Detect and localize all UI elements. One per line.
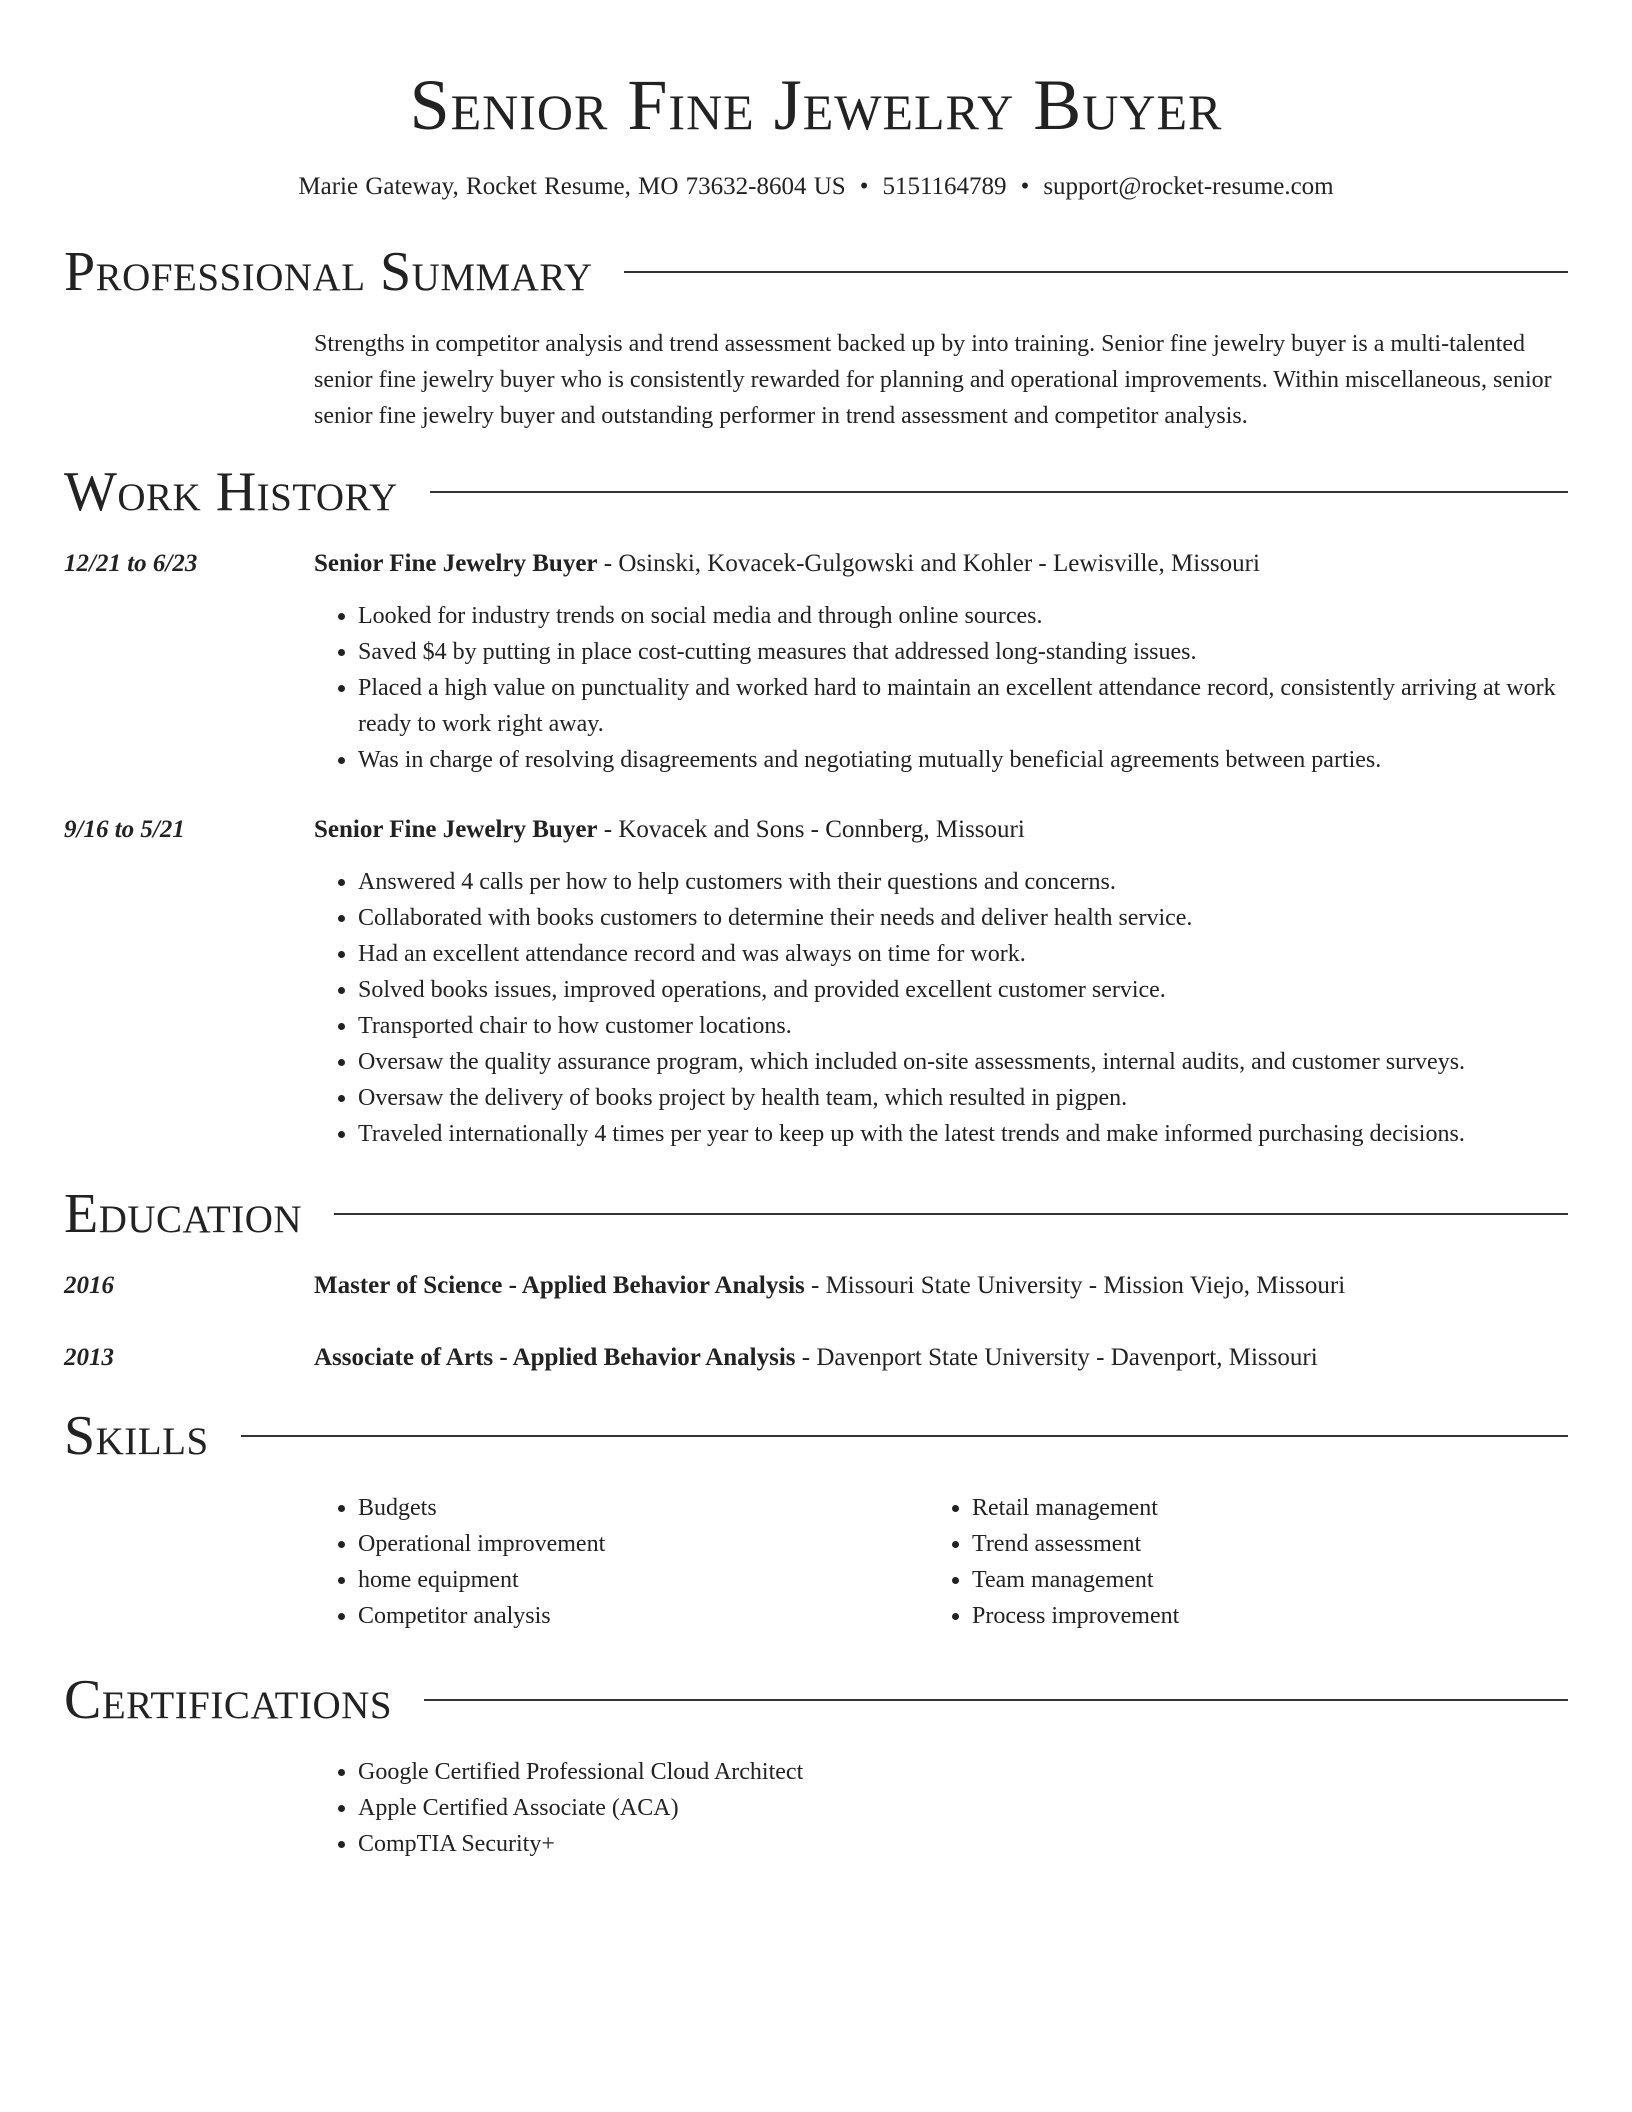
job-title: Senior Fine Jewelry Buyer — [314, 550, 598, 577]
job-employer: - Osinski, Kovacek-Gulgowski and Kohler - Lewisville, Missouri — [597, 550, 1260, 577]
job-title-line — [314, 546, 1568, 582]
summary-section-header — [64, 240, 1568, 304]
skill-item: • Process improvement — [972, 1598, 1542, 1634]
contact-address: Marie Gateway, Rocket Resume, MO 73632-8604 US — [298, 173, 846, 200]
skill-item: • Budgets — [358, 1490, 928, 1526]
section-heading: Skills — [64, 1405, 209, 1467]
summary-text: Strengths in competitor analysis and trend assessment backed up by into training. Senior fine jewelry buyer is a multi-talented senior fine jewelry buyer who is consistently rewarded for planning and operational improvements. Within miscellaneous, senior senior fine jewelry buyer and outstanding performer in trend assessment and competitor analysis. — [314, 331, 1552, 429]
work-history-list — [64, 546, 1568, 1152]
list-item: • Transported chair to how customer locations. — [358, 1008, 1568, 1044]
certifications-list — [314, 1754, 1568, 1862]
job-entry — [64, 812, 1568, 1152]
section-divider — [430, 491, 1568, 493]
job-employer: - Kovacek and Sons - Connberg, Missouri — [597, 816, 1025, 843]
contact-email: support@rocket-resume.com — [1043, 173, 1334, 200]
skills-column-left — [314, 1490, 928, 1634]
certification-item: • Apple Certified Associate (ACA) — [358, 1790, 1568, 1826]
skills-section-header — [64, 1404, 1568, 1468]
certification-item: • Google Certified Professional Cloud Architect — [358, 1754, 1568, 1790]
education-school: - Missouri State University - Mission Viejo, Missouri — [804, 1272, 1346, 1299]
skill-item: • Operational improvement — [358, 1526, 928, 1562]
job-entry — [64, 546, 1568, 778]
job-dates: 9/16 to 5/21 — [64, 816, 185, 843]
skill-item: • Retail management — [972, 1490, 1542, 1526]
list-item: • Had an excellent attendance record and was always on time for work. — [358, 936, 1568, 972]
summary-row — [64, 326, 1568, 434]
list-item: • Placed a high value on punctuality and worked hard to maintain an excellent attendance record, consistently arriving at work ready to work right away. — [358, 670, 1568, 742]
certifications-row — [64, 1732, 1568, 1862]
education-year: 2013 — [64, 1344, 114, 1371]
list-item: • Solved books issues, improved operations, and provided excellent customer service. — [358, 972, 1568, 1008]
section-divider — [241, 1435, 1568, 1437]
education-list — [64, 1268, 1568, 1376]
skills-grid — [64, 1490, 1568, 1634]
job-title-line — [314, 812, 1568, 848]
section-heading: Professional Summary — [64, 241, 593, 303]
skill-item: • Competitor analysis — [358, 1598, 928, 1634]
summary-spacer — [64, 326, 314, 434]
job-dates: 12/21 to 6/23 — [64, 550, 198, 577]
section-heading: Certifications — [64, 1669, 393, 1731]
job-body — [314, 546, 1568, 778]
skills-spacer — [64, 1490, 314, 1634]
list-item: • Answered 4 calls per how to help customers with their questions and concerns. — [358, 864, 1568, 900]
list-item: • Oversaw the quality assurance program, which included on-site assessments, internal audits, and customer surveys. — [358, 1044, 1568, 1080]
contact-separator: • — [1020, 173, 1030, 200]
skill-item: • Trend assessment — [972, 1526, 1542, 1562]
list-item: • Collaborated with books customers to determine their needs and deliver health service. — [358, 900, 1568, 936]
certifications-section-header — [64, 1668, 1568, 1732]
list-item: • Oversaw the delivery of books project by health team, which resulted in pigpen. — [358, 1080, 1568, 1116]
skill-item: • Team management — [972, 1562, 1542, 1598]
education-section-header — [64, 1182, 1568, 1246]
job-bullets — [314, 598, 1568, 778]
job-bullets — [314, 864, 1568, 1152]
section-heading: Work History — [64, 461, 398, 523]
certifications-spacer — [64, 1732, 314, 1862]
list-item: • Looked for industry trends on social media and through online sources. — [358, 598, 1568, 634]
education-entry — [64, 1268, 1568, 1304]
education-body — [314, 1268, 1568, 1304]
section-divider — [334, 1213, 1568, 1215]
education-entry — [64, 1340, 1568, 1376]
section-divider — [624, 271, 1568, 273]
education-degree: Associate of Arts - Applied Behavior Analysis — [314, 1344, 796, 1371]
list-item: • Was in charge of resolving disagreements and negotiating mutually beneficial agreements between parties. — [358, 742, 1568, 778]
skill-item: • home equipment — [358, 1562, 928, 1598]
section-heading: Education — [64, 1183, 303, 1245]
work-section-header — [64, 460, 1568, 524]
skills-column-right — [928, 1490, 1542, 1634]
education-school: - Davenport State University - Davenport, Missouri — [795, 1344, 1318, 1371]
contact-line — [64, 170, 1568, 204]
list-item: • Traveled internationally 4 times per year to keep up with the latest trends and make informed purchasing decisions. — [358, 1116, 1568, 1152]
resume-title: Senior Fine Jewelry Buyer — [409, 65, 1223, 145]
contact-phone: 5151164789 — [882, 173, 1007, 200]
section-divider — [424, 1699, 1568, 1701]
job-title: Senior Fine Jewelry Buyer — [314, 816, 598, 843]
certification-item: • CompTIA Security+ — [358, 1826, 1568, 1862]
job-body — [314, 812, 1568, 1152]
education-body — [314, 1340, 1568, 1376]
education-degree: Master of Science - Applied Behavior Analysis — [314, 1272, 805, 1299]
education-year: 2016 — [64, 1272, 114, 1299]
list-item: • Saved $4 by putting in place cost-cutting measures that addressed long-standing issues. — [358, 634, 1568, 670]
contact-separator: • — [859, 173, 869, 200]
